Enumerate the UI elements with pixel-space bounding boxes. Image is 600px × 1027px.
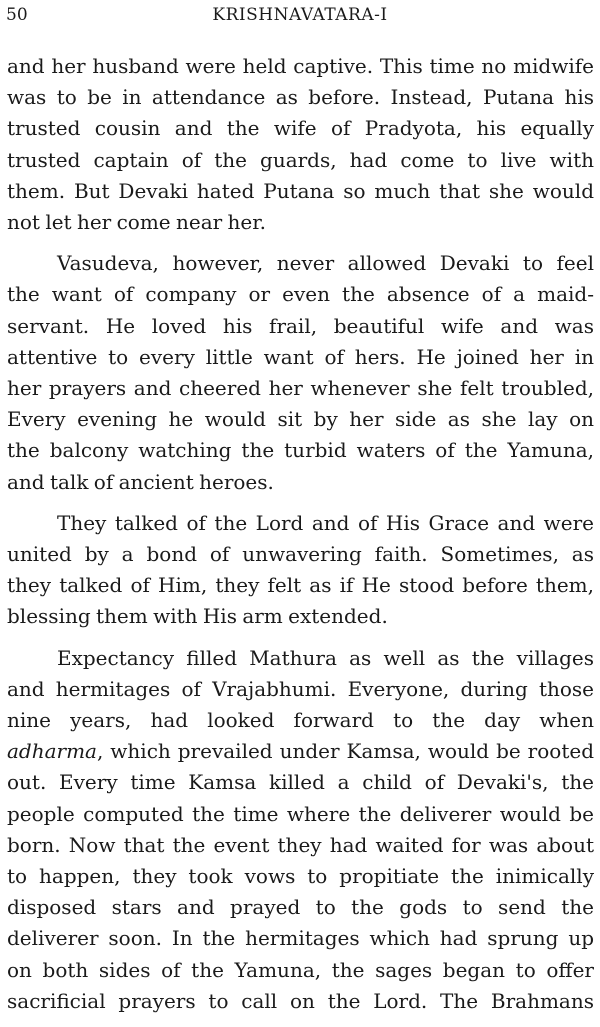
- text-line: nine years, had looked forward to the day when: [7, 708, 594, 733]
- body-text: [7, 51, 594, 1027]
- text-line-italic-lead: [7, 736, 594, 767]
- text-line: them. But Devaki hated Putana so much that she would: [7, 178, 594, 203]
- text-line: sacrificial prayers to call on the Lord. The Brahmans: [7, 988, 594, 1013]
- paragraph-3: [7, 508, 594, 633]
- text-line-content: They talked of the Lord and of His Grace and were: [57, 510, 594, 535]
- running-head: [6, 4, 594, 30]
- text-line: not let her come near her.: [7, 210, 266, 235]
- text-line: disposed stars and prayed to the gods to send the: [7, 895, 594, 920]
- text-line: blessing them with His arm extended.: [7, 604, 388, 629]
- text-line-content: Vasudeva, however, never allowed Devaki to feel: [57, 251, 594, 276]
- text-line: they talked of Him, they felt as if He stood before them,: [7, 573, 594, 598]
- text-line: the balcony watching the turbid waters of the Yamuna,: [7, 438, 594, 463]
- text-line: and talk of ancient heroes.: [7, 469, 274, 494]
- running-title: KRISHNAVATARA-I: [212, 5, 388, 25]
- italic-term: adharma: [7, 739, 97, 764]
- paragraph-1: [7, 51, 594, 238]
- text-line: trusted cousin and the wife of Pradyota, his equally: [7, 116, 594, 141]
- text-line: the want of company or even the absence of a maid-: [7, 282, 594, 307]
- text-line: united by a bond of unwavering faith. Sometimes, as: [7, 542, 594, 567]
- text-line: was to be in attendance as before. Instead, Putana his: [7, 85, 594, 110]
- text-line: servant. He loved his frail, beautiful wife and was: [7, 313, 594, 338]
- text-line: to happen, they took vows to propitiate the inimically: [7, 864, 594, 889]
- text-line: and hermitages of Vrajabhumi. Everyone, during those: [7, 676, 594, 701]
- text-line: attentive to every little want of hers. He joined her in: [7, 344, 594, 369]
- text-line: her prayers and cheered her whenever she felt troubled,: [7, 376, 594, 401]
- paragraph-2: [7, 248, 594, 498]
- text-line: trusted captain of the guards, had come to live with: [7, 147, 594, 172]
- text-line: born. Now that the event they had waited for was about: [7, 832, 594, 857]
- text-line-content: Expectancy filled Mathura as well as the villages: [57, 645, 594, 670]
- text-line-first: [7, 643, 594, 674]
- text-line-first: [7, 508, 594, 539]
- text-line: on both sides of the Yamuna, the sages began to offer: [7, 957, 594, 982]
- page-number: 50: [6, 5, 28, 25]
- text-line-first: [7, 248, 594, 279]
- text-line: out. Every time Kamsa killed a child of Devaki's, the: [7, 770, 594, 795]
- text-line: Every evening he would sit by her side as she lay on: [7, 407, 594, 432]
- text-line: people computed the time where the deliverer would be: [7, 801, 594, 826]
- text-line: and her husband were held captive. This time no midwife: [7, 54, 594, 78]
- text-line-content: , which prevailed under Kamsa, would be rooted: [96, 739, 594, 764]
- text-line: deliverer soon. In the hermitages which had sprung up: [7, 926, 594, 951]
